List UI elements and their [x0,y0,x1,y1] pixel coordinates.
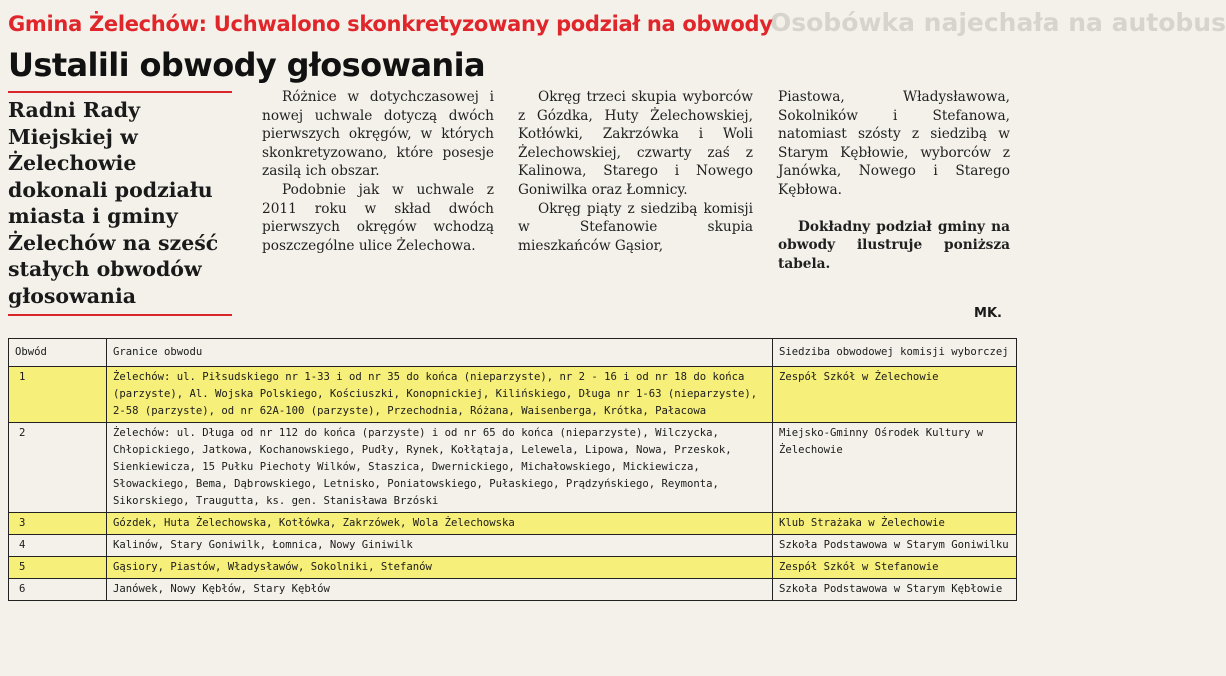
district-number: 5 [9,557,107,579]
table-row [9,367,1017,423]
article-column-1 [262,88,494,255]
commission-seat: Klub Strażaka w Żelechowie [773,513,1017,535]
article-column-2 [518,88,753,255]
article-column-3 [778,88,1010,273]
paragraph: Różnice w dotychczasowej i nowej uchwale dotyczą dwóch pierwszych okręgów, w których skonkretyzowano, które posesje zasilą ich obszar. [262,89,494,180]
district-borders: Gąsiory, Piastów, Władysławów, Sokolniki, Stefanów [107,557,773,579]
kicker-title: Gmina Żelechów: Uchwalono skonkretyzowany podział na obwody [8,12,773,36]
table-row [9,535,1017,557]
header-seat: Siedziba obwodowej komisji wyborczej [773,339,1017,367]
lead-paragraph: Radni Rady Miejskiej w Żelechowie dokonali podziału miasta i gminy Żelechów na sześć stałych obwodów głosowania [8,98,219,308]
district-number: 6 [9,579,107,601]
main-headline: Ustalili obwody głosowania [8,46,485,84]
paragraph-bold: Dokładny podział gminy na obwody ilustruje poniższa tabela. [778,218,1010,272]
paragraph: Okręg trzeci skupia wyborców z Gózdka, Huty Żelechowskiej, Kotłówki, Zakrzówka i Woli Żelechowskiej, czwarty zaś z Kalinowa, Starego i Nowego Goniwilka oraz Łomnicy. [518,89,753,198]
district-number: 4 [9,535,107,557]
commission-seat: Zespół Szkół w Stefanowie [773,557,1017,579]
author-signature: MK. [974,306,1002,321]
ghost-headline: Osobówka najechała na autobus [770,8,1226,37]
commission-seat: Szkoła Podstawowa w Starym Goniwilku [773,535,1017,557]
table-row [9,423,1017,513]
table-header-row [9,339,1017,367]
district-borders: Kalinów, Stary Goniwilk, Łomnica, Nowy Giniwilk [107,535,773,557]
district-borders: Janówek, Nowy Kębłów, Stary Kębłów [107,579,773,601]
district-borders: Żelechów: ul. Piłsudskiego nr 1-33 i od nr 35 do końca (nieparzyste), nr 2 - 16 i od nr 18 do końca (parzyste), Al. Wojska Polskiego, Kościuszki, Konopnickiej, Kilińskiego, Długa nr 1-63 (nieparzyste), 2-58 (parzyste), od nr 62A-100 (parzyste), Przechodnia, Różana, Waisenberga, Krótka, Pałacowa [107,367,773,423]
paragraph: Podobnie jak w uchwale z 2011 roku w skład dwóch pierwszych okręgów wchodzą poszczególne ulice Żelechowa. [262,181,494,254]
commission-seat: Zespół Szkół w Żelechowie [773,367,1017,423]
lead-bottom-rule [8,314,232,316]
district-number: 2 [9,423,107,513]
header-borders: Granice obwodu [107,339,773,367]
paragraph: Okręg piąty z siedzibą komisji w Stefanowie skupia mieszkańców Gąsior, [518,200,753,254]
commission-seat: Miejsko-Gminny Ośrodek Kultury w Żelechowie [773,423,1017,513]
table-row [9,557,1017,579]
lead-top-rule [8,91,232,93]
districts-table [8,338,1017,601]
district-number: 1 [9,367,107,423]
paragraph: Piastowa, Władysławowa, Sokolników i Stefanowa, natomiast szósty z siedzibą w Starym Kębłowie, wyborców z Janówka, Nowego i Starego Kębłowa. [778,89,1010,198]
table-row [9,513,1017,535]
table-row [9,579,1017,601]
district-borders: Gózdek, Huta Żelechowska, Kotłówka, Zakrzówek, Wola Żelechowska [107,513,773,535]
header-district: Obwód [9,339,107,367]
district-number: 3 [9,513,107,535]
commission-seat: Szkoła Podstawowa w Starym Kębłowie [773,579,1017,601]
district-borders: Żelechów: ul. Długa od nr 112 do końca (parzyste) i od nr 65 do końca (nieparzyste), Wilczycka, Chłopickiego, Jatkowa, Kochanowskiego, Pudły, Rynek, Kołłątaja, Lelewela, Lipowa, Nowa, Przeskok, Sienkiewicza, 15 Pułku Piechoty Wilków, Staszica, Dwernickiego, Michałowskiego, Mickiewicza, Słowackiego, Bema, Dąbrowskiego, Letniskо, Poniatowskiego, Pułaskiego, Prądzyńskiego, Reymonta, Sikorskiego, Traugutta, ks. gen. Stanisława Brzóski [107,423,773,513]
